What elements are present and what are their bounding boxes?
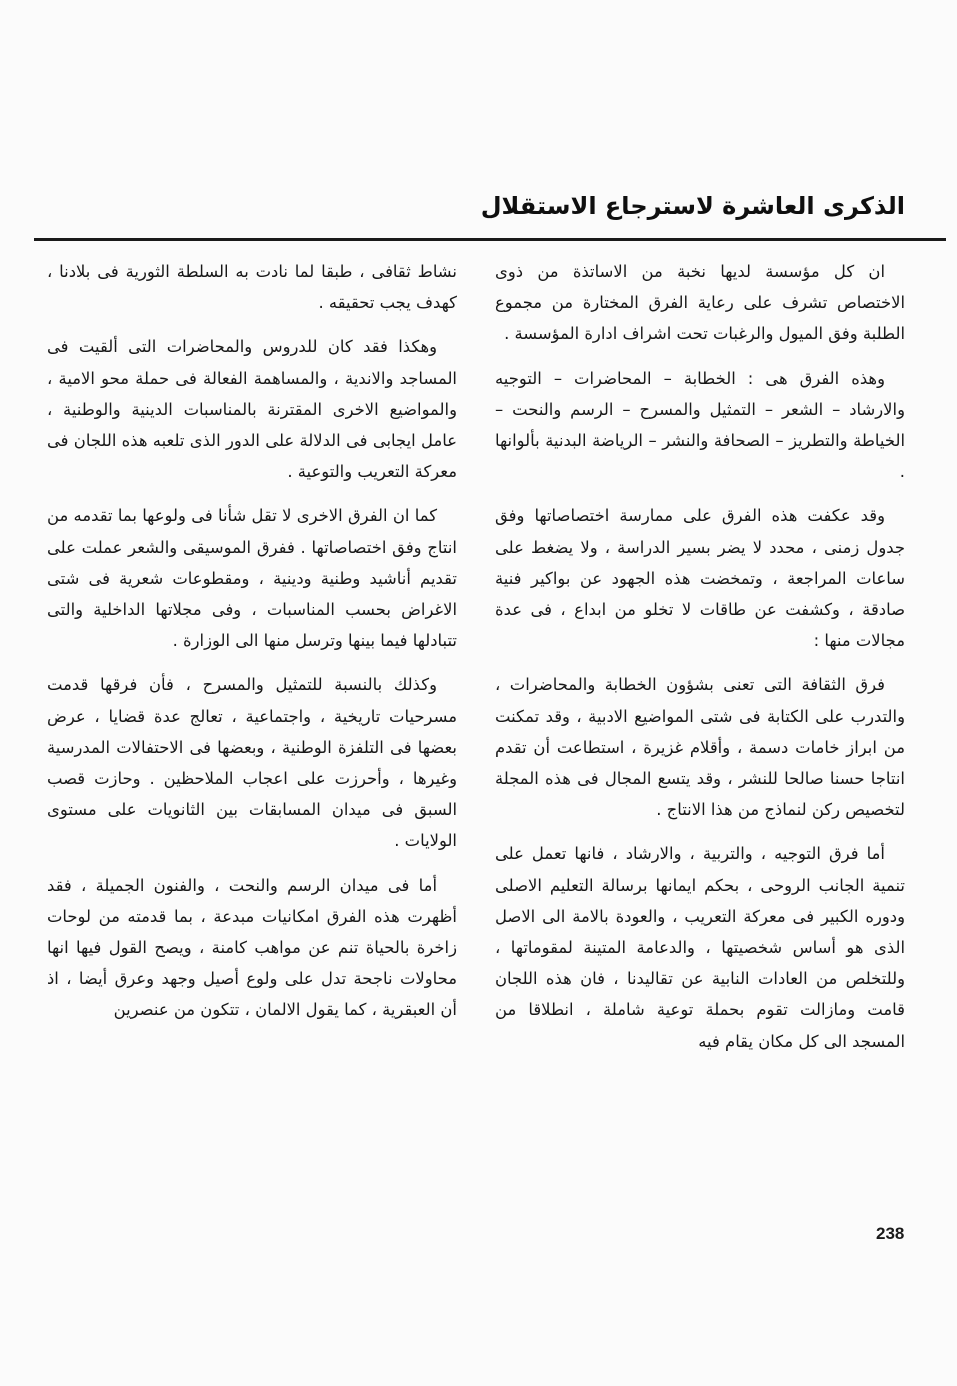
paragraph: نشاط ثقافى ، طبقا لما نادت به السلطة الثورية فى بلادنا ، كهدف يجب تحقيقه .	[47, 262, 457, 313]
page-number: 238	[876, 1224, 905, 1243]
paragraph: ان كل مؤسسة لديها نخبة من الاساتذة من ذوى الاختصاص تشرف على رعاية الفرق المختارة من مجموع الطلبة وفق الميول والرغبات تحت اشراف ادارة المؤسسة .	[495, 262, 905, 344]
paragraph: وقد عكفت هذه الفرق على ممارسة اختصاصاتها وفق جدول زمنى ، محدد لا يضر بسير الدراسة ، ولا يضغط على ساعات المراجعة ، وتمخضت هذه الجهود عن بواكير فنية صادقة ، وكشفت عن طاقات لا تخلو من ابداع ، فى عدة مجالات منها :	[495, 506, 905, 651]
paragraph: وهذه الفرق هى : الخطابة – المحاضرات – التوجيه والارشاد – الشعر – التمثيل والمسرح – الرسم والنحت – الخياطة والتطريز – الصحافة والنشر – الرياضة البدنية بألوانها .	[495, 368, 905, 482]
header-divider-rule	[34, 238, 946, 241]
paragraph: وهكذا فقد كان للدروس والمحاضرات التى ألقيت فى المساجد والاندية ، والمساهمة الفعالة فى حملة محو الامية ، والمواضيع الاخرى المقترنة بالمناسبات الدينية والوطنية ، عامل ايجابى فى الدلالة على الدور الذى تلعبه هذه اللجان فى معركة التعريب والتوعية .	[47, 337, 457, 482]
running-header-title: الذكرى العاشرة لاسترجاع الاستقلال	[480, 192, 905, 220]
text-column-right	[495, 256, 905, 1070]
paragraph: وكذلك بالنسبة للتمثيل والمسرح ، فأن فرقها قدمت مسرحيات تاريخية ، واجتماعية ، تعالج عدة قضايا ، عرض بعضها فى التلفزة الوطنية ، وبعضها فى الاحتفالات المدرسية وغيرها ، وأحرزت على اعجاب الملاحظين . وحازت قصب السبق فى ميدان المسابقات بين الثانويات على مستوى الولايات .	[47, 675, 457, 851]
paragraph: فرق الثقافة التى تعنى بشؤون الخطابة والمحاضرات ، والتدرب على الكتابة فى شتى المواضيع الادبية ، وقد تمكنت من ابراز خامات دسمة ، وأقلام غزيرة ، استطاعت أن تقدم انتاجا حسنا صالحا للنشر ، وقد يتسع المجال فى هذه المجلة لتخصيص ركن لنماذج من هذا الانتاج .	[495, 675, 905, 820]
paragraph: أما فرق التوجيه ، والتربية ، والارشاد ، فانها تعمل على تنمية الجانب الروحى ، بحكم ايمانها برسالة التعليم الاصلى ودوره الكبير فى معركة التعريب ، والعودة بالامة الى الاصل الذى هو أساس شخصيتها ، والدعامة المتينة لمقوماتها ، وللتخلص من العادات النابية عن تقاليدنا ، فان هذه اللجان قامت ومازالت تقوم بحملة توعية شاملة ، انطلاقا من المسجد الى كل مكان يقام فيه	[495, 844, 905, 1051]
paragraph: أما فى ميدان الرسم والنحت ، والفنون الجميلة ، فقد أظهرت هذه الفرق امكانيات مبدعة ، بما قدمته من لوحات زاخرة بالحياة تنم عن مواهب كامنة ، ويصح القول فيها انها محاولات ناجحة تدل على ولوع أصيل وجهد وعرق أيضا ، اذ أن العبقرية ، كما يقول الالمان ، تتكون من عنصرين	[47, 875, 457, 1020]
paragraph: كما ان الفرق الاخرى لا تقل شأنا فى ولوعها بما تقدمه من انتاج وفق اختصاصاتها . ففرق الموسيقى والشعر عملت على تقديم أناشيد وطنية ودينية ، ومقطوعات شعرية فى شتى الاغراض بحسب المناسبات ، وفى مجلاتها الداخلية والتى تتبادلها فيما بينها وترسل منها الى الوزارة .	[47, 506, 457, 651]
text-column-left	[47, 256, 457, 1039]
